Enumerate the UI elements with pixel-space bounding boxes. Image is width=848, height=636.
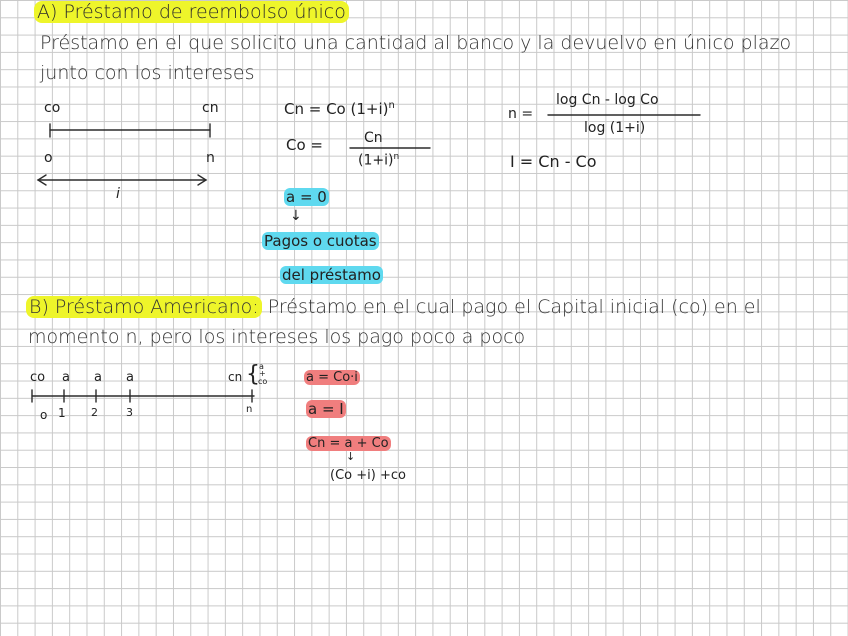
note-prestamo: del préstamo <box>282 266 381 284</box>
formula-co-lhs: Co = <box>286 136 323 154</box>
timeline-b-top-a2: a <box>94 370 102 385</box>
formula-co-numerator: Cn <box>364 130 383 146</box>
timeline-b-bottom-0: o <box>40 408 48 422</box>
timeline-a-rate: i <box>116 186 120 202</box>
section-a-line2: junto con los intereses <box>40 62 255 84</box>
timeline-b-end-bottom: n <box>246 404 253 415</box>
timeline-b-bottom-2: 2 <box>91 406 98 419</box>
formula-b-expand: (Co +i) +co <box>330 468 406 483</box>
timeline-b-brace-item-plus: + <box>259 369 266 378</box>
down-arrow-icon-b: ↓ <box>346 450 356 463</box>
timeline-b-bottom-3: 3 <box>126 406 133 419</box>
formula-n-denominator: log (1+i) <box>584 120 646 136</box>
down-arrow-icon: ↓ <box>290 208 302 224</box>
note-pagos: Pagos o cuotas <box>264 232 377 250</box>
formula-n-numerator: log Cn - log Co <box>556 92 659 108</box>
timeline-a-end-top: cn <box>202 100 219 116</box>
formula-n-lhs: n = <box>508 106 534 122</box>
formula-b-a-i: a = I <box>308 400 344 418</box>
timeline-b-brace-item-co: co <box>258 377 268 386</box>
formula-cn: Cn = Co $(1+i)^n$ <box>284 100 395 118</box>
section-a-title: A) Préstamo de reembolso único <box>34 1 349 23</box>
section-a-line1: Préstamo en el que solicito una cantidad al banco y la devuelvo en único plazo <box>40 32 792 54</box>
timeline-a-start-bottom: o <box>44 150 53 166</box>
timeline-a-end-bottom: n <box>206 150 215 166</box>
note-a-zero: a = 0 <box>286 188 327 206</box>
formula-b-cn: Cn = a + Co <box>308 436 389 451</box>
formula-b-a-coi: a = Co·i <box>306 370 358 385</box>
timeline-b-end-top: cn <box>228 370 243 384</box>
timeline-b-bottom-1: 1 <box>58 406 66 420</box>
timeline-b-brace: { <box>246 362 260 387</box>
timeline-a-start-top: co <box>44 100 61 116</box>
section-b-line1: B) Préstamo Americano: Préstamo en el cual pago el Capital inicial (co) en el <box>26 296 761 318</box>
formula-co-denominator: $(1+i)^n$ <box>358 152 400 169</box>
timeline-b-top-co: co <box>30 370 46 385</box>
section-b-line2: momento n, pero los intereses los pago poco a poco <box>28 326 526 348</box>
timeline-b-brace-item-a: a <box>259 362 264 371</box>
formula-interest: I = Cn - Co <box>510 152 597 171</box>
timeline-b-top-a3: a <box>126 370 134 385</box>
timeline-b-top-a1: a <box>62 370 70 385</box>
section-b-title: B) Préstamo Americano: <box>26 296 262 318</box>
